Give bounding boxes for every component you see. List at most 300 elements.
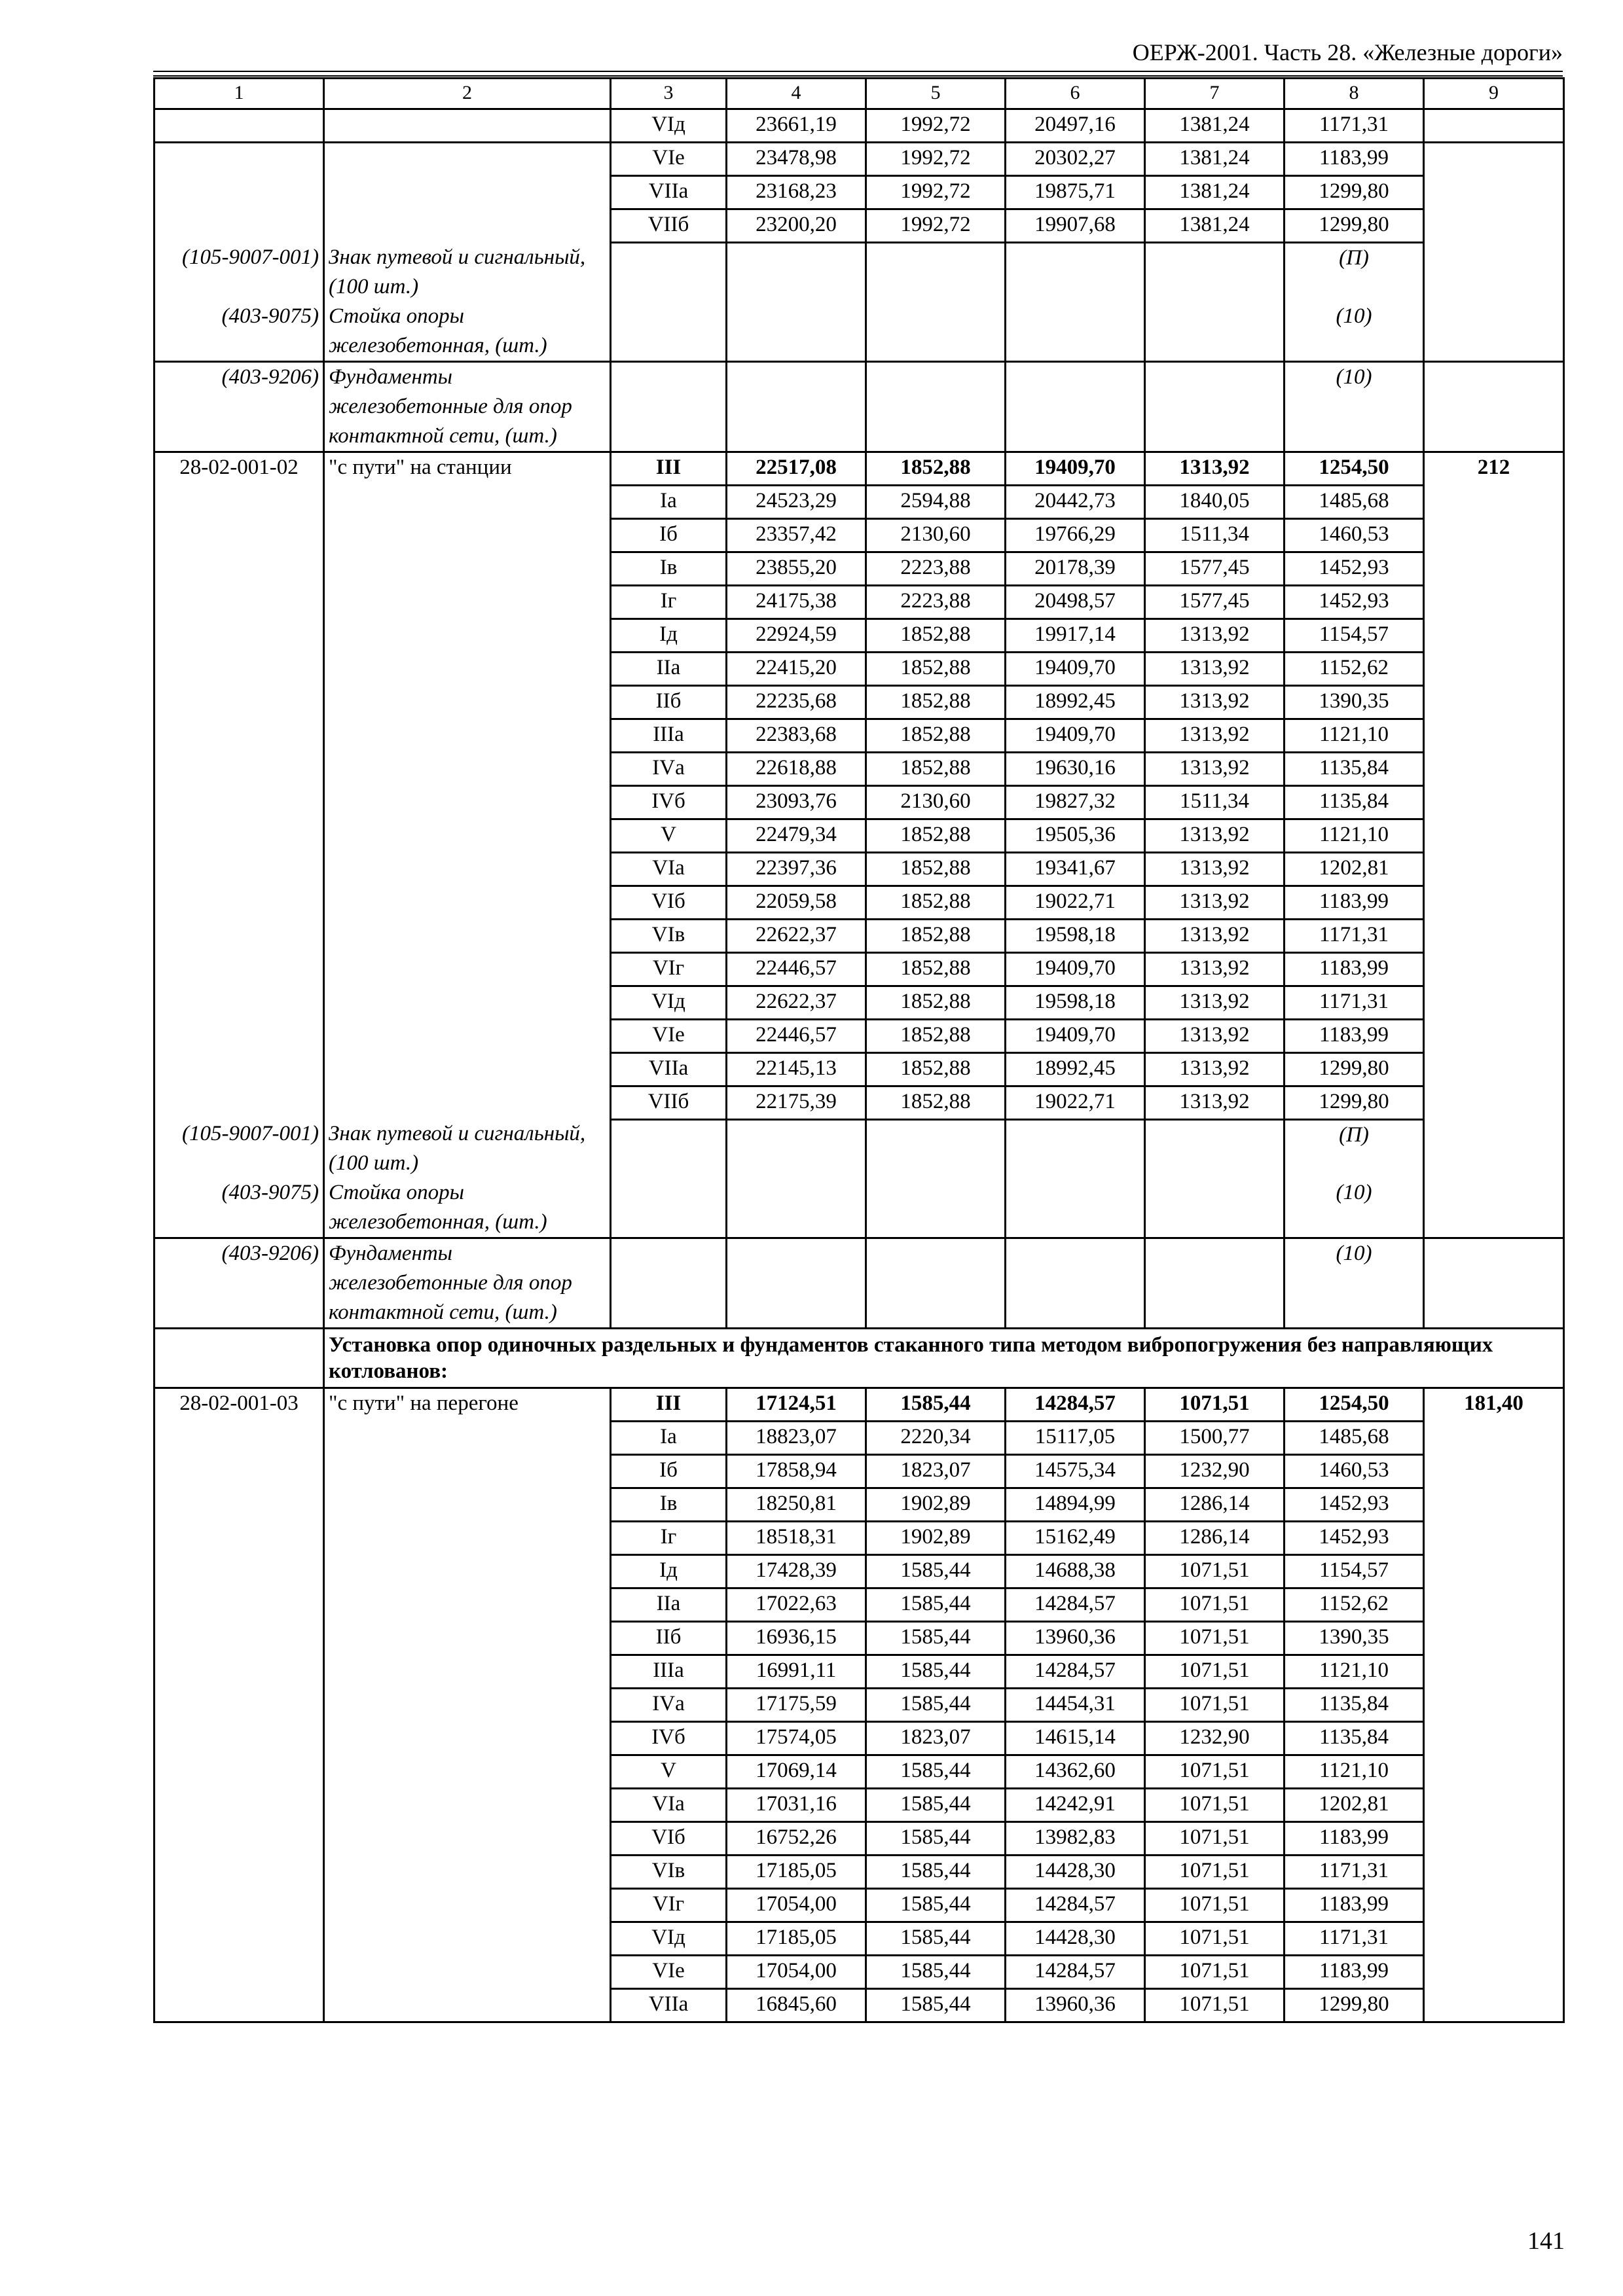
- col9-cell: [1424, 1555, 1564, 1588]
- empty-cell: [727, 1238, 866, 1329]
- value-cell: 1154,57: [1285, 1555, 1424, 1588]
- material-value: (10): [1285, 1238, 1424, 1329]
- value-cell: 1585,44: [866, 1555, 1006, 1588]
- value-cell: 17054,00: [727, 1956, 866, 1989]
- zone-cell: V: [611, 1755, 727, 1789]
- value-cell: 1121,10: [1285, 719, 1424, 752]
- value-cell: 1460,53: [1285, 518, 1424, 552]
- name-cell: [324, 485, 611, 518]
- col9-cell: [1424, 1086, 1564, 1119]
- value-cell: 19598,18: [1006, 986, 1145, 1019]
- value-cell: 1452,93: [1285, 585, 1424, 619]
- column-header: 4: [727, 79, 866, 109]
- table-row: [155, 1588, 1564, 1622]
- table-row: [155, 685, 1564, 719]
- value-cell: 1232,90: [1145, 1722, 1285, 1755]
- value-cell: 19022,71: [1006, 886, 1145, 919]
- empty-cell: [611, 302, 727, 362]
- value-cell: 1902,89: [866, 1522, 1006, 1555]
- header-rule: [153, 71, 1563, 72]
- column-header-row: [155, 79, 1564, 109]
- value-cell: 14454,31: [1006, 1689, 1145, 1722]
- value-cell: 1135,84: [1285, 785, 1424, 819]
- value-cell: 14284,57: [1006, 1388, 1145, 1422]
- code-cell: [155, 986, 324, 1019]
- name-cell: [324, 952, 611, 986]
- value-cell: 1585,44: [866, 1956, 1006, 1989]
- value-cell: 14428,30: [1006, 1922, 1145, 1956]
- zone-cell: VIIб: [611, 209, 727, 243]
- value-cell: 1121,10: [1285, 1655, 1424, 1689]
- value-cell: 14242,91: [1006, 1789, 1145, 1822]
- value-cell: 1452,93: [1285, 552, 1424, 585]
- table-row: [155, 1455, 1564, 1488]
- value-cell: 1585,44: [866, 1856, 1006, 1889]
- value-cell: 1852,88: [866, 619, 1006, 652]
- value-cell: 2130,60: [866, 785, 1006, 819]
- code-cell: [155, 719, 324, 752]
- name-cell: [324, 1989, 611, 2022]
- zone-cell: VIIа: [611, 176, 727, 209]
- code-cell: [155, 1522, 324, 1555]
- material-row: [155, 1238, 1564, 1329]
- code-cell: [155, 585, 324, 619]
- material-code: (105-9007-001): [155, 1119, 324, 1178]
- col9-cell: [1424, 361, 1564, 452]
- col9-cell: [1424, 752, 1564, 785]
- value-cell: 1202,81: [1285, 1789, 1424, 1822]
- table-row: [155, 585, 1564, 619]
- value-cell: 17069,14: [727, 1755, 866, 1789]
- value-cell: 19598,18: [1006, 919, 1145, 952]
- empty-cell: [1006, 361, 1145, 452]
- value-cell: 1171,31: [1285, 109, 1424, 143]
- table-row: [155, 1655, 1564, 1689]
- zone-cell: III: [611, 1388, 727, 1422]
- value-cell: 20302,27: [1006, 143, 1145, 176]
- table-row: [155, 785, 1564, 819]
- value-cell: 19917,14: [1006, 619, 1145, 652]
- empty-cell: [1006, 1119, 1145, 1178]
- zone-cell: IIа: [611, 1588, 727, 1622]
- value-cell: 1154,57: [1285, 619, 1424, 652]
- material-value: (П): [1285, 243, 1424, 302]
- code-cell: [155, 1555, 324, 1588]
- value-cell: 18250,81: [727, 1488, 866, 1522]
- value-cell: 22383,68: [727, 719, 866, 752]
- value-cell: 1071,51: [1145, 1388, 1285, 1422]
- material-value: (10): [1285, 302, 1424, 362]
- zone-cell: Iв: [611, 552, 727, 585]
- value-cell: 1071,51: [1145, 1956, 1285, 1989]
- table-row: [155, 1822, 1564, 1856]
- code-cell: [155, 1455, 324, 1488]
- empty-cell: [1145, 243, 1285, 302]
- value-cell: 1171,31: [1285, 986, 1424, 1019]
- code-cell: [155, 652, 324, 685]
- value-cell: 1585,44: [866, 1889, 1006, 1922]
- empty-cell: [611, 243, 727, 302]
- table-row: [155, 1522, 1564, 1555]
- value-cell: 1852,88: [866, 819, 1006, 852]
- value-cell: 17428,39: [727, 1555, 866, 1588]
- table-row: [155, 485, 1564, 518]
- value-cell: 17054,00: [727, 1889, 866, 1922]
- code-cell: [155, 952, 324, 986]
- code-cell: [155, 1588, 324, 1622]
- zone-cell: VIд: [611, 986, 727, 1019]
- value-cell: 1852,88: [866, 952, 1006, 986]
- column-header: 2: [324, 79, 611, 109]
- value-cell: 1852,88: [866, 752, 1006, 785]
- table-row: [155, 886, 1564, 919]
- value-cell: 19630,16: [1006, 752, 1145, 785]
- zone-cell: VIд: [611, 109, 727, 143]
- value-cell: 1313,92: [1145, 852, 1285, 886]
- value-cell: 16845,60: [727, 1989, 866, 2022]
- col9-cell: [1424, 852, 1564, 886]
- material-code: (403-9075): [155, 1178, 324, 1238]
- table-row: [155, 1722, 1564, 1755]
- col9-cell: [1424, 1119, 1564, 1178]
- name-cell: [324, 1622, 611, 1655]
- value-cell: 1183,99: [1285, 886, 1424, 919]
- col9-cell: [1424, 819, 1564, 852]
- section-row: [155, 1329, 1564, 1388]
- col9-cell: [1424, 1238, 1564, 1329]
- name-cell: [324, 1422, 611, 1455]
- value-cell: 1852,88: [866, 852, 1006, 886]
- name-cell: [324, 585, 611, 619]
- col9-cell: [1424, 552, 1564, 585]
- value-cell: 2223,88: [866, 552, 1006, 585]
- table-row: [155, 752, 1564, 785]
- zone-cell: VIб: [611, 886, 727, 919]
- value-cell: 18518,31: [727, 1522, 866, 1555]
- col9-cell: [1424, 1755, 1564, 1789]
- col9-cell: [1424, 1588, 1564, 1622]
- name-cell: [324, 1922, 611, 1956]
- zone-cell: IVб: [611, 1722, 727, 1755]
- name-cell: [324, 852, 611, 886]
- empty-cell: [866, 1238, 1006, 1329]
- empty-cell: [727, 1119, 866, 1178]
- value-cell: 1381,24: [1145, 176, 1285, 209]
- value-cell: 1313,92: [1145, 1019, 1285, 1052]
- name-cell: [324, 719, 611, 752]
- zone-cell: Iд: [611, 1555, 727, 1588]
- zone-cell: IIб: [611, 1622, 727, 1655]
- value-cell: 19875,71: [1006, 176, 1145, 209]
- name-cell: [324, 176, 611, 209]
- value-cell: 1071,51: [1145, 1655, 1285, 1689]
- empty-cell: [727, 302, 866, 362]
- value-cell: 1071,51: [1145, 1856, 1285, 1889]
- header-rule-thin: [153, 75, 1563, 77]
- value-cell: 1183,99: [1285, 952, 1424, 986]
- empty-cell: [727, 361, 866, 452]
- value-cell: 2223,88: [866, 585, 1006, 619]
- value-cell: 22145,13: [727, 1052, 866, 1086]
- name-cell: [324, 752, 611, 785]
- table-row: [155, 819, 1564, 852]
- value-cell: 23357,42: [727, 518, 866, 552]
- code-cell: [155, 1655, 324, 1689]
- col9-cell: [1424, 1178, 1564, 1238]
- zone-cell: VIв: [611, 919, 727, 952]
- value-cell: 1071,51: [1145, 1622, 1285, 1655]
- code-cell: [155, 1856, 324, 1889]
- value-cell: 22517,08: [727, 452, 866, 485]
- material-code: (403-9075): [155, 302, 324, 362]
- value-cell: 1852,88: [866, 986, 1006, 1019]
- empty-cell: [611, 1178, 727, 1238]
- value-cell: 1852,88: [866, 652, 1006, 685]
- value-cell: 16936,15: [727, 1622, 866, 1655]
- value-cell: 23661,19: [727, 109, 866, 143]
- table-row: [155, 1052, 1564, 1086]
- material-row: [155, 1178, 1564, 1238]
- value-cell: 1121,10: [1285, 1755, 1424, 1789]
- value-cell: 1511,34: [1145, 518, 1285, 552]
- table-row: [155, 919, 1564, 952]
- zone-cell: V: [611, 819, 727, 852]
- value-cell: 1840,05: [1145, 485, 1285, 518]
- value-cell: 1071,51: [1145, 1588, 1285, 1622]
- empty-cell: [727, 243, 866, 302]
- table-row: [155, 1689, 1564, 1722]
- col9-cell: [1424, 652, 1564, 685]
- value-cell: 23200,20: [727, 209, 866, 243]
- value-cell: 1286,14: [1145, 1488, 1285, 1522]
- value-cell: 1390,35: [1285, 1622, 1424, 1655]
- zone-cell: VIа: [611, 1789, 727, 1822]
- name-cell: [324, 1789, 611, 1822]
- table-row: [155, 176, 1564, 209]
- value-cell: 19766,29: [1006, 518, 1145, 552]
- value-cell: 1313,92: [1145, 886, 1285, 919]
- name-cell: [324, 1956, 611, 1989]
- name-cell: [324, 1455, 611, 1488]
- value-cell: 14284,57: [1006, 1588, 1145, 1622]
- value-cell: 19409,70: [1006, 452, 1145, 485]
- value-cell: 22415,20: [727, 652, 866, 685]
- value-cell: 14894,99: [1006, 1488, 1145, 1522]
- value-cell: 1381,24: [1145, 109, 1285, 143]
- value-cell: 1585,44: [866, 1822, 1006, 1856]
- name-cell: [324, 819, 611, 852]
- table-row: [155, 552, 1564, 585]
- value-cell: 1183,99: [1285, 1956, 1424, 1989]
- zone-cell: Iб: [611, 518, 727, 552]
- value-cell: 22235,68: [727, 685, 866, 719]
- table-row: [155, 652, 1564, 685]
- col9-cell: [1424, 1922, 1564, 1956]
- name-cell: [324, 1588, 611, 1622]
- empty-cell: [155, 1329, 324, 1388]
- value-cell: 1452,93: [1285, 1522, 1424, 1555]
- value-cell: 1852,88: [866, 1052, 1006, 1086]
- empty-cell: [866, 302, 1006, 362]
- zone-cell: IIIа: [611, 719, 727, 752]
- code-cell: [155, 1086, 324, 1119]
- name-cell: [324, 1755, 611, 1789]
- table-row: [155, 143, 1564, 176]
- value-cell: 1460,53: [1285, 1455, 1424, 1488]
- col9-cell: [1424, 919, 1564, 952]
- empty-cell: [611, 1119, 727, 1178]
- col9-cell: [1424, 719, 1564, 752]
- value-cell: 23478,98: [727, 143, 866, 176]
- zone-cell: Iв: [611, 1488, 727, 1522]
- empty-cell: [1006, 243, 1145, 302]
- col9-cell: [1424, 1856, 1564, 1889]
- code-cell: [155, 209, 324, 243]
- name-cell: [324, 1086, 611, 1119]
- zone-cell: Iг: [611, 585, 727, 619]
- value-cell: 1381,24: [1145, 143, 1285, 176]
- value-cell: 1992,72: [866, 209, 1006, 243]
- material-name: Стойка опоры железобетонная, (шт.): [324, 1178, 611, 1238]
- value-cell: 14362,60: [1006, 1755, 1145, 1789]
- code-cell: [155, 785, 324, 819]
- col9-cell: [1424, 619, 1564, 652]
- value-cell: 19409,70: [1006, 952, 1145, 986]
- value-cell: 18992,45: [1006, 685, 1145, 719]
- table-row: [155, 1019, 1564, 1052]
- table-row: [155, 1488, 1564, 1522]
- material-value: (10): [1285, 1178, 1424, 1238]
- value-cell: 22924,59: [727, 619, 866, 652]
- code-cell: [155, 886, 324, 919]
- value-cell: 1585,44: [866, 1989, 1006, 2022]
- material-row: [155, 243, 1564, 302]
- zone-cell: IVа: [611, 1689, 727, 1722]
- code-cell: [155, 752, 324, 785]
- value-cell: 1152,62: [1285, 1588, 1424, 1622]
- zone-cell: Iа: [611, 1422, 727, 1455]
- value-cell: 1585,44: [866, 1789, 1006, 1822]
- value-cell: 1121,10: [1285, 819, 1424, 852]
- value-cell: 17574,05: [727, 1722, 866, 1755]
- code-cell: [155, 1689, 324, 1722]
- value-cell: 1171,31: [1285, 1922, 1424, 1956]
- material-row: [155, 302, 1564, 362]
- material-name: Знак путевой и сигнальный, (100 шт.): [324, 243, 611, 302]
- value-cell: 17858,94: [727, 1455, 866, 1488]
- col9-cell: [1424, 1455, 1564, 1488]
- value-cell: 1254,50: [1285, 1388, 1424, 1422]
- section-title: Установка опор одиночных раздельных и фундаментов стаканного типа методом вибропогружения без направляющих котлованов:: [324, 1329, 1564, 1388]
- value-cell: 13982,83: [1006, 1822, 1145, 1856]
- column-header: 5: [866, 79, 1006, 109]
- value-cell: 1313,92: [1145, 752, 1285, 785]
- material-value: (10): [1285, 361, 1424, 452]
- code-cell: [155, 1755, 324, 1789]
- code-cell: [155, 1989, 324, 2022]
- value-cell: 1135,84: [1285, 1689, 1424, 1722]
- item-name: "с пути" на станции: [324, 452, 611, 485]
- value-cell: 1992,72: [866, 176, 1006, 209]
- table-row: [155, 209, 1564, 243]
- page-header: ОЕРЖ-2001. Часть 28. «Железные дороги»: [1132, 39, 1563, 65]
- table-row: [155, 952, 1564, 986]
- value-cell: 1171,31: [1285, 919, 1424, 952]
- col9-cell: [1424, 243, 1564, 302]
- name-cell: [324, 1052, 611, 1086]
- zone-cell: VIв: [611, 1856, 727, 1889]
- value-cell: 1852,88: [866, 919, 1006, 952]
- name-cell: [324, 919, 611, 952]
- col9-cell: [1424, 1622, 1564, 1655]
- zone-cell: Iг: [611, 1522, 727, 1555]
- code-cell: [155, 919, 324, 952]
- zone-cell: IIб: [611, 685, 727, 719]
- material-code: (105-9007-001): [155, 243, 324, 302]
- value-cell: 14615,14: [1006, 1722, 1145, 1755]
- value-cell: 13960,36: [1006, 1989, 1145, 2022]
- zone-cell: IVб: [611, 785, 727, 819]
- column-header: 7: [1145, 79, 1285, 109]
- value-cell: 1071,51: [1145, 1922, 1285, 1956]
- value-cell: 1852,88: [866, 1086, 1006, 1119]
- name-cell: [324, 886, 611, 919]
- value-cell: 19827,32: [1006, 785, 1145, 819]
- value-cell: 1852,88: [866, 886, 1006, 919]
- value-cell: 1171,31: [1285, 1856, 1424, 1889]
- table-row: [155, 1086, 1564, 1119]
- empty-cell: [611, 1238, 727, 1329]
- col9-cell: 212: [1424, 452, 1564, 485]
- col9-cell: [1424, 143, 1564, 176]
- name-cell: [324, 1655, 611, 1689]
- column-header: 3: [611, 79, 727, 109]
- value-cell: 17031,16: [727, 1789, 866, 1822]
- value-cell: 1852,88: [866, 1019, 1006, 1052]
- value-cell: 17022,63: [727, 1588, 866, 1622]
- col9-cell: [1424, 986, 1564, 1019]
- value-cell: 1071,51: [1145, 1889, 1285, 1922]
- value-cell: 1577,45: [1145, 585, 1285, 619]
- value-cell: 22446,57: [727, 1019, 866, 1052]
- empty-cell: [1145, 1119, 1285, 1178]
- value-cell: 1823,07: [866, 1455, 1006, 1488]
- zone-cell: IIа: [611, 652, 727, 685]
- page-number: 141: [1527, 2227, 1565, 2255]
- code-cell: [155, 852, 324, 886]
- value-cell: 2130,60: [866, 518, 1006, 552]
- value-cell: 20442,73: [1006, 485, 1145, 518]
- value-cell: 1902,89: [866, 1488, 1006, 1522]
- col9-cell: [1424, 209, 1564, 243]
- col9-cell: [1424, 1422, 1564, 1455]
- material-code: (403-9206): [155, 1238, 324, 1329]
- value-cell: 22059,58: [727, 886, 866, 919]
- value-cell: 1313,92: [1145, 919, 1285, 952]
- empty-cell: [1145, 302, 1285, 362]
- col9-cell: [1424, 1789, 1564, 1822]
- value-cell: 19409,70: [1006, 652, 1145, 685]
- name-cell: [324, 209, 611, 243]
- table-row: [155, 1555, 1564, 1588]
- col9-cell: [1424, 1522, 1564, 1555]
- table-row: [155, 1789, 1564, 1822]
- code-cell: [155, 109, 324, 143]
- col9-cell: [1424, 518, 1564, 552]
- value-cell: 14284,57: [1006, 1889, 1145, 1922]
- col9-cell: [1424, 886, 1564, 919]
- name-cell: [324, 143, 611, 176]
